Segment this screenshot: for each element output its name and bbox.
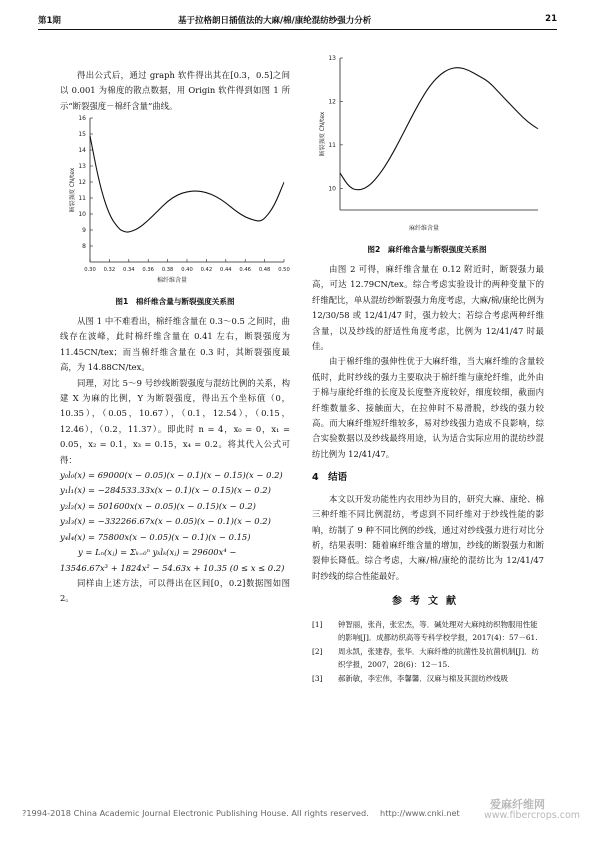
section-title-conclusion: 4 结语 bbox=[312, 472, 348, 484]
x-tick-label: 0.40 bbox=[181, 267, 193, 273]
x-axis-label: 棉纤维含量 bbox=[157, 277, 188, 284]
right-paragraph-1: 由图 2 可得，麻纤维含量在 0.12 附近时，断裂强力最高，可达 12.79CN/tex。综合考虑实验设计的两种变量下的纤维配比，单从混纺纱断裂强力角度考虑，大麻/棉/康纶比例为 12/30/58 或 12/41/47 时，强力较大；若综合考虑两种纤维含量，以及纱线的舒适性角度考虑，比例为 12/41/47 时最佳。 bbox=[312, 264, 544, 352]
left-paragraph-2: 从图 1 中不难看出，棉纤维含量在 0.3～0.5 之间时，曲线存在波峰，此时棉纤维含量在 0.41 左右，断裂强度为 11.45CN/tex；而当棉纤维含量在 0.3 时，其断裂强度最高，为 14.88CN/tex。 bbox=[60, 316, 290, 373]
x-tick-label: 0.48 bbox=[258, 267, 271, 273]
equation-3: y₃l₃(x) = −332266.67x(x − 0.05)(x − 0.1)(x − 0.2) bbox=[60, 516, 271, 527]
right-paragraph-3: 本文以开发功能性内衣用纱为目的，研究大麻、康纶、棉三种纤维不同比例混纺，考虑到不同纤维对于纱线性能的影响，纺制了 9 种不同比例的纱线，通过对纱线强力进行对比分析，结果表明：随着麻纤维含量的增加，纱线的断裂强力和断裂伸长降低。综合考虑，大麻/棉/康纶的混纺比为 12/41/47 时纱线的综合性能最好。 bbox=[312, 493, 544, 581]
y-tick-label: 11 bbox=[328, 141, 336, 149]
x-tick-label: 0.42 bbox=[200, 267, 213, 273]
x-tick-label: 0.32 bbox=[103, 267, 116, 273]
running-header bbox=[38, 10, 557, 28]
left-column bbox=[60, 68, 290, 114]
x-tick-label: 0.50 bbox=[278, 267, 290, 273]
data-line bbox=[90, 136, 284, 232]
page-number: 21 bbox=[545, 14, 557, 24]
y-tick-label: 14 bbox=[78, 147, 86, 154]
left-paragraph-4: 同样由上述方法，可以得出在区间[0，0.2]数据图如图 2。 bbox=[60, 577, 290, 604]
equation-6: 13546.67x³ + 1824x² − 54.63x + 10.35 (0 ≤ x ≤ 0.2) bbox=[60, 562, 285, 573]
y-tick-label: 12 bbox=[328, 98, 336, 106]
reference-item bbox=[312, 645, 544, 672]
issue-number: 第1期 bbox=[38, 16, 61, 26]
references-title: 参考文献 bbox=[392, 596, 464, 608]
reference-item bbox=[312, 618, 544, 645]
cnki-link[interactable]: http://www.cnki.net bbox=[380, 808, 460, 818]
figure-1-chart bbox=[62, 110, 302, 290]
watermark-text: 爱麻纤维网 bbox=[490, 798, 545, 811]
y-tick-label: 13 bbox=[78, 163, 86, 170]
figure-2-caption: 图2 麻纤维含量与断裂强度关系图 bbox=[367, 245, 487, 254]
reference-text: 钟智丽，张肖，张宏杰，等．碱处理对大麻纯纺织物服用性能的影响[J]．成都纺织高等专科学校学报，2017(4)：57－61. bbox=[338, 619, 538, 643]
x-tick-label: 0.34 bbox=[123, 267, 135, 273]
reference-number: [3] bbox=[312, 673, 323, 683]
y-tick-label: 10 bbox=[328, 185, 336, 193]
y-tick-label: 8 bbox=[82, 243, 86, 250]
reference-number: [1] bbox=[312, 619, 323, 629]
y-tick-label: 12 bbox=[78, 179, 86, 186]
figure-2-chart bbox=[312, 48, 552, 238]
reference-text: 周永凯，张建春，张华．大麻纤维的抗菌性及抗菌机制[J]．纺织学报，2007，28(6)：12－15. bbox=[338, 646, 539, 670]
left-paragraph-1: 得出公式后，通过 graph 软件得出其在[0.3，0.5]之间以 0.001 为棉度的散点数据，用 Origin 软件得到如图 1 所示“断裂强度－棉纤含量”曲线。 bbox=[60, 70, 290, 111]
copyright-text: ?1994-2018 China Academic Journal Electronic Publishing House. All rights reserved. bbox=[22, 808, 369, 818]
equation-1: y₁l₁(x) = −284533.33x(x − 0.1)(x − 0.15)(x − 0.2) bbox=[60, 485, 271, 496]
header-rule bbox=[38, 29, 557, 30]
right-column bbox=[312, 262, 544, 685]
equation-5: y = Lₙ(xⱼ) = Σₖ₌₀ⁿ yₖlₖ(xⱼ) = 29600x⁴ − bbox=[78, 547, 237, 558]
watermark-url: www.fibercrops.com bbox=[484, 810, 581, 821]
y-tick-label: 16 bbox=[78, 115, 86, 122]
right-paragraph-2: 由于棉纤维的强伸性优于大麻纤维，当大麻纤维的含量较低时，此时纱线的强力主要取决于棉纤维与康纶纤维，此外由于棉与康纶纤维的长度及长度整齐度较好，细度较细，截面内纤维数量多、接触面大，在拉伸时不易滑脱，纱线的强力较高。而大麻纤维短纤维较多，易对纱线强力造成不良影响，综合实验数据以及纱线最终用途，认为适合实际应用的混纺纱混纺比例为 12/41/47。 bbox=[312, 356, 544, 459]
left-paragraph-3: 同理，对比 5～9 号纱线断裂强度与混纺比例的关系，构建 X 为麻的比例，Y 为断裂强度，得出五个坐标值（0，10.35），（0.05，10.67），（0.1，12.54），（0.15，12.46），（0.2，11.37）。即此时 n = 4，x₀ = 0，x₁ = 0.05，x₂ = 0.1，x₃ = 0.15，x₄ = 0.2。将其代入公式可得： bbox=[60, 377, 290, 465]
y-tick-label: 10 bbox=[78, 211, 86, 218]
x-tick-label: 0.30 bbox=[84, 267, 96, 273]
x-tick-label: 0.36 bbox=[142, 267, 154, 273]
equation-4: y₄l₄(x) = 75800x(x − 0.05)(x − 0.1)(x − 0.15) bbox=[60, 531, 251, 542]
y-tick-label: 15 bbox=[78, 131, 86, 138]
equation-2: y₂l₂(x) = 501600x(x − 0.05)(x − 0.15)(x − 0.2) bbox=[60, 500, 256, 511]
y-tick-label: 11 bbox=[78, 195, 86, 202]
y-axis-label: 断裂强度 CN/tex bbox=[320, 111, 326, 157]
x-tick-label: 0.46 bbox=[239, 267, 251, 273]
x-tick-label: 0.38 bbox=[161, 267, 174, 273]
equation-0: y₀l₀(x) = 69000(x − 0.05)(x − 0.1)(x − 0.15)(x − 0.2) bbox=[60, 470, 283, 481]
left-column-lower bbox=[60, 314, 290, 607]
reference-text: 郝新敏，李宏伟，李馨馨．汉麻与棉及其混纺纱线吸 bbox=[338, 673, 508, 683]
reference-item bbox=[312, 672, 544, 686]
figure-1-caption: 图1 棉纤维含量与断裂强度关系图 bbox=[115, 297, 235, 306]
y-tick-label: 13 bbox=[328, 55, 336, 62]
running-title: 基于拉格朗日插值法的大麻/棉/康纶混纺纱强力分析 bbox=[178, 16, 372, 26]
y-tick-label: 9 bbox=[82, 227, 86, 234]
x-tick-label: 0.44 bbox=[220, 267, 232, 273]
data-line bbox=[340, 68, 538, 190]
reference-number: [2] bbox=[312, 646, 323, 656]
x-axis-label: 麻纤维含量 bbox=[409, 225, 440, 232]
y-axis-label: 断裂强度 CN/tex bbox=[70, 167, 76, 213]
